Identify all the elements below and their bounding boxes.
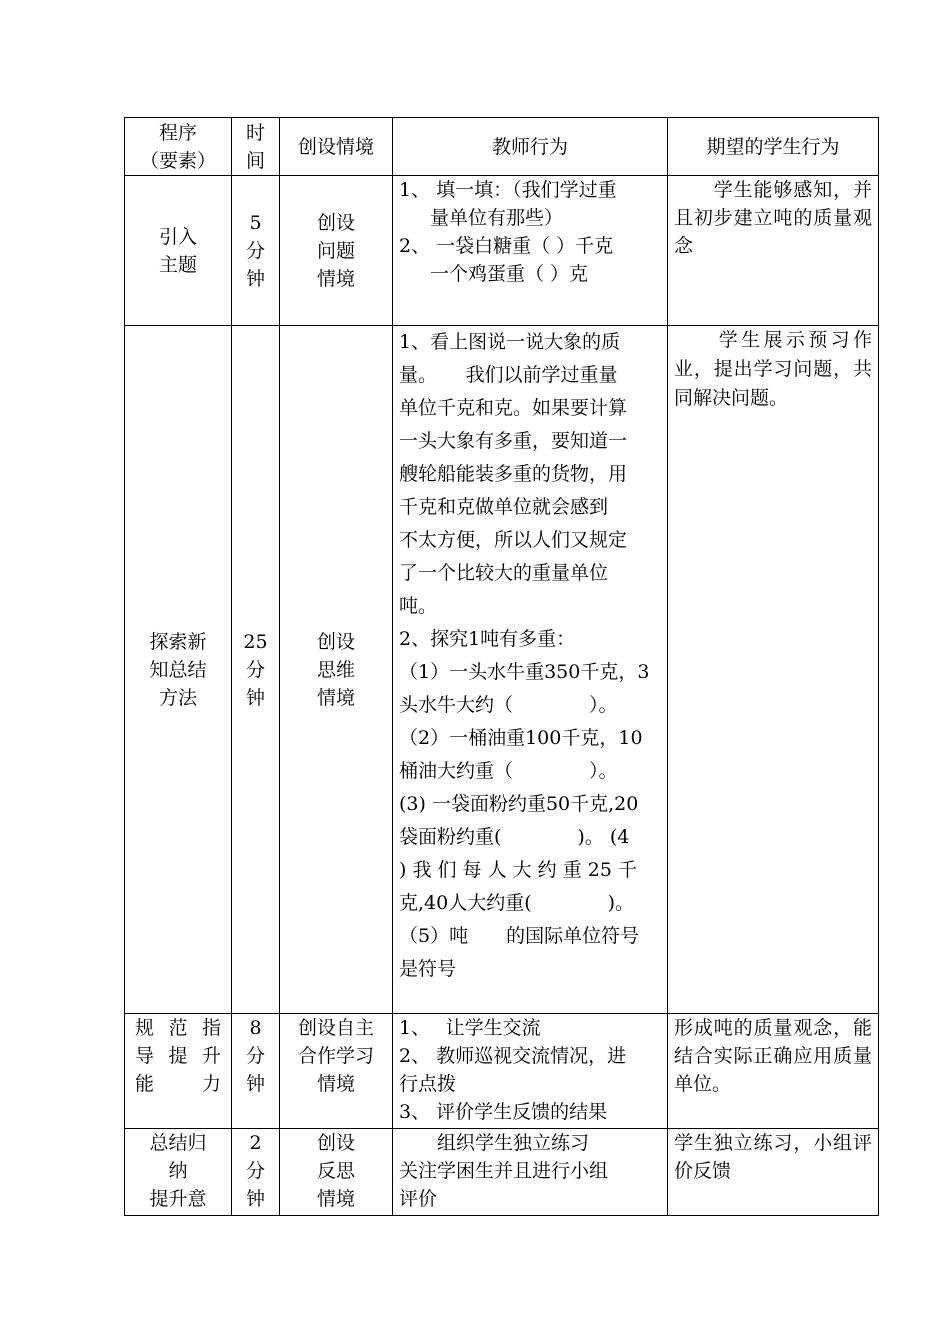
header-student-behavior: 期望的学生行为 xyxy=(668,118,879,176)
header-situation: 创设情境 xyxy=(280,118,393,176)
teacher-line: ) 我 们 每 人 大 约 重 25 千 xyxy=(399,859,637,881)
time-cell: 5 分 钟 xyxy=(232,176,280,326)
student-behavior-cell: 学生展示预习作业，提出学习问题，共同解决问题。 xyxy=(668,326,879,1014)
header-time: 时 间 xyxy=(232,118,280,176)
teacher-line: 袋面粉约重( )。 (4 xyxy=(399,826,630,848)
teacher-line: 行点拨 xyxy=(399,1073,457,1095)
teacher-line: 单位千克和克。如果要计算 xyxy=(399,397,628,419)
teacher-behavior-cell xyxy=(393,1129,668,1216)
teacher-line: 艘轮船能装多重的货物，用 xyxy=(399,463,628,485)
situation-cell: 创设自主 合作学习 情境 xyxy=(280,1014,393,1129)
table-row xyxy=(125,1014,879,1129)
teacher-line: 1、 填一填：（我们学过重 xyxy=(399,179,617,201)
teacher-line: 2、 一袋白糖重（ ）千克 xyxy=(399,235,614,257)
header-procedure: 程序 （要素） xyxy=(125,118,232,176)
teacher-line: 组织学生独立练习 xyxy=(399,1132,590,1154)
situation-cell: 创设 思维 情境 xyxy=(280,326,393,1014)
teacher-line: 不太方便，所以人们又规定 xyxy=(399,529,628,551)
procedure-cell: 探索新 知总结 方法 xyxy=(125,326,232,1014)
table-row xyxy=(125,176,879,326)
teacher-line: 是符号 xyxy=(399,958,457,980)
teacher-line: (3) 一袋面粉约重50千克,20 xyxy=(399,793,639,815)
teacher-line: 1、看上图说一说大象的质 xyxy=(399,331,621,353)
teacher-line: 3、 评价学生反馈的结果 xyxy=(399,1101,608,1123)
teacher-line: 1、 让学生交流 xyxy=(399,1017,541,1039)
teacher-line: 吨。 xyxy=(399,595,438,617)
teacher-line: 了一个比较大的重量单位 xyxy=(399,562,609,584)
student-behavior-cell: 学生能够感知，并且初步建立吨的质量观念 xyxy=(668,176,879,326)
table-row xyxy=(125,326,879,1014)
teacher-line: 量。 我们以前学过重量 xyxy=(399,364,618,386)
teacher-line: 头水牛大约（ ）。 xyxy=(399,694,618,716)
teacher-behavior-cell xyxy=(393,176,668,326)
teacher-behavior-cell xyxy=(393,1014,668,1129)
time-cell: 25 分 钟 xyxy=(232,326,280,1014)
situation-cell: 创设 反思 情境 xyxy=(280,1129,393,1216)
teacher-line: 桶油大约重（ ）。 xyxy=(399,760,618,782)
procedure-cell: 引入 主题 xyxy=(125,176,232,326)
table-row xyxy=(125,1129,879,1216)
procedure-cell: 规 范 指 导 提 升 能 力 xyxy=(125,1014,232,1129)
header-row xyxy=(125,118,879,176)
teacher-line: 量单位有那些） xyxy=(430,207,564,229)
teacher-line: 一头大象有多重，要知道一 xyxy=(399,430,628,452)
student-behavior-cell: 学生独立练习，小组评价反馈 xyxy=(668,1129,879,1216)
header-teacher-behavior: 教师行为 xyxy=(393,118,668,176)
teacher-line: 千克和克做单位就会感到 xyxy=(399,496,609,518)
teacher-line: 2、 教师巡视交流情况，进 xyxy=(399,1045,627,1067)
student-behavior-cell: 形成吨的质量观念，能结合实际正确应用质量单位。 xyxy=(668,1014,879,1129)
teacher-line: （5）吨 的国际单位符号 xyxy=(399,925,640,947)
teacher-line: （2）一桶油重100千克，10 xyxy=(399,727,643,749)
time-cell: 8 分 钟 xyxy=(232,1014,280,1129)
teacher-line: 评价 xyxy=(399,1188,438,1210)
teacher-line: 克,40人大约重( )。 xyxy=(399,892,635,914)
teacher-behavior-cell xyxy=(393,326,668,1014)
time-cell: 2 分 钟 xyxy=(232,1129,280,1216)
procedure-cell: 总结归 纳 提升意 xyxy=(125,1129,232,1216)
teacher-line: 一个鸡蛋重（ ）克 xyxy=(430,263,589,285)
situation-cell: 创设 问题 情境 xyxy=(280,176,393,326)
teacher-line: （1）一头水牛重350千克，3 xyxy=(399,661,650,683)
teacher-line: 关注学困生并且进行小组 xyxy=(399,1160,609,1182)
teacher-line: 2、探究1吨有多重： xyxy=(399,628,576,650)
lesson-plan-table xyxy=(124,117,879,1216)
